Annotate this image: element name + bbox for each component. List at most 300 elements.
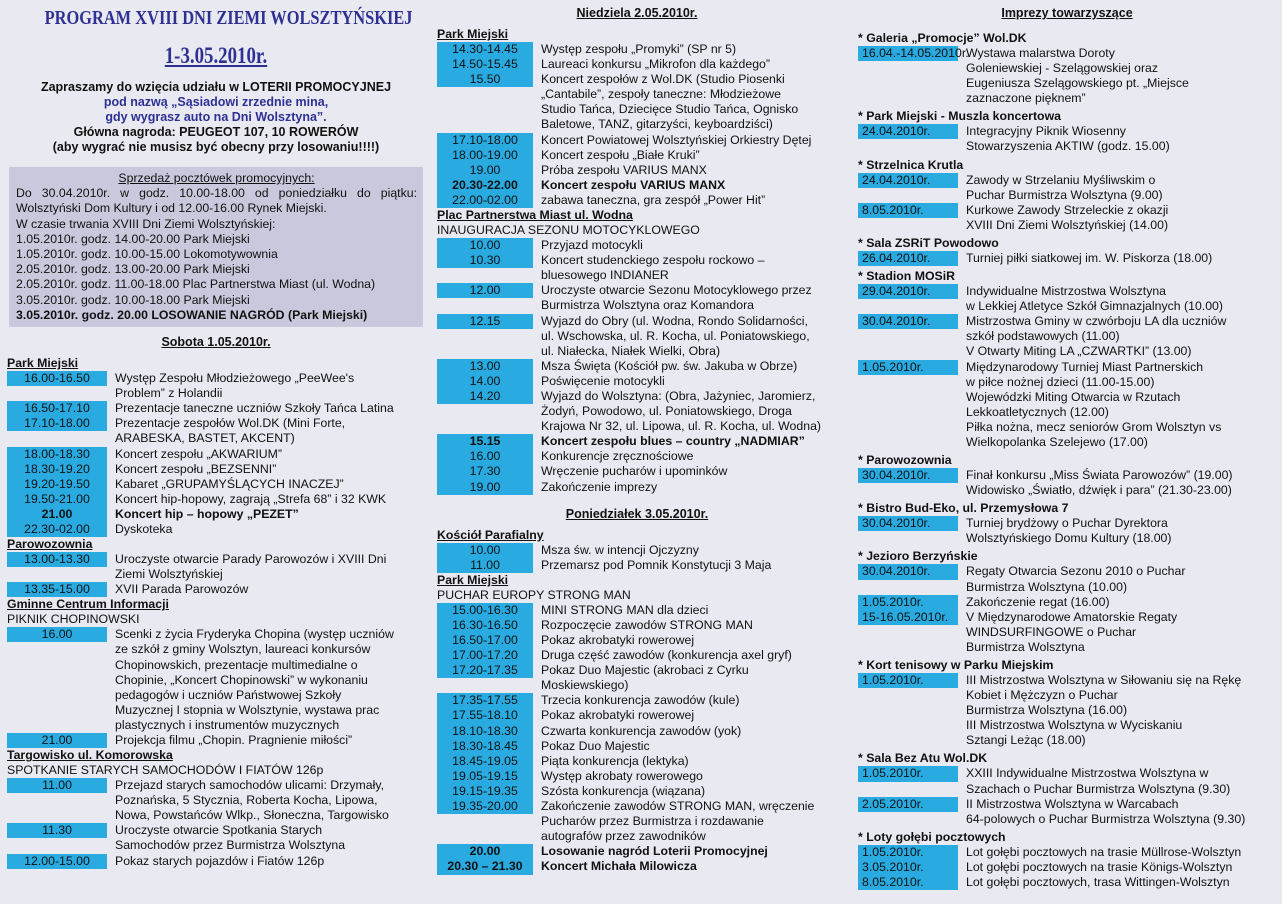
event-description-line: Koncert zespołu „BEZSENNI” [115, 461, 277, 476]
event-description-line: Muzycznej I stopnia w Wolsztynie, wystawa prac [115, 702, 380, 717]
event-description-line: Burmistrza Wolsztyna (10.00) [966, 579, 1128, 594]
event-description [107, 371, 425, 401]
event-description [107, 582, 425, 597]
event-description-line: autografów przez zawodników [541, 829, 706, 844]
event-description-line: Zawody w Strzelaniu Myśliwskim o [966, 172, 1156, 187]
event-description-line: Kurkowe Zawody Strzeleckie z okazji [966, 202, 1169, 217]
event-time: 20.00 [437, 844, 533, 859]
side-events-heading: Imprezy towarzyszące [1001, 6, 1133, 20]
event-description-line: Puchar Burmistrza Wolsztyna (9.00) [966, 187, 1163, 202]
event-description-line: szkół podstawowych (11.00) [966, 329, 1120, 344]
event-row [858, 516, 1276, 546]
event-row [437, 724, 837, 739]
event-description-line: Trzecia konkurencja zawodów (kule) [541, 693, 740, 708]
event-time: 3.05.2010r. [858, 860, 958, 875]
event-time: 30.04.2010r. [858, 468, 958, 483]
event-row [858, 875, 1276, 890]
event-description-line: Lot gołębi pocztowych, trasa Wittingen-Wolsztyn [966, 875, 1230, 890]
event-time: 13.00-13.30 [7, 552, 107, 567]
event-description-line: Pucharów przez Burmistrza i rozdawanie [541, 814, 764, 829]
event-description-line: Występ Zespołu Młodzieżowego „PeeWee's [115, 371, 355, 386]
event-description [958, 468, 1276, 498]
event-time: 19.50-21.00 [7, 492, 107, 507]
postcard-sale-line: 2.05.2010r. godz. 11.00-18.00 Plac Partnerstwa Miast (ul. Wodna) [16, 277, 376, 292]
event-description-line: ul. Niałecka, Niałek Wielki, Obra) [541, 343, 721, 358]
postcard-sale-line: 3.05.2010r. godz. 10.00-18.00 Park Miejski [16, 292, 250, 307]
event-description-line: Projekcja filmu „Chopin. Pragnienie miłości” [115, 733, 353, 747]
event-description [958, 595, 1276, 610]
event-description-line: Wielkopolanka Szelejewo (17.00) [966, 434, 1148, 449]
event-description-line: WINDSURFINGOWE o Puchar [966, 624, 1137, 639]
event-description-line: Czwarta konkurencja zawodów (yok) [541, 723, 742, 738]
event-description [533, 480, 837, 495]
event-description-line: Przemarsz pod Pomnik Konstytucji 3 Maja [541, 557, 772, 572]
event-row [858, 673, 1276, 748]
event-description-line: Zakończenie imprezy [541, 479, 658, 494]
event-time: 21.00 [7, 733, 107, 748]
event-time: 15.15 [437, 434, 533, 449]
venue-heading: * Galeria „Promocje” Wol.DK [858, 31, 1027, 45]
event-time: 12.00 [437, 283, 533, 298]
event-row [7, 627, 425, 733]
postcard-sale-line: 3.05.2010r. godz. 20.00 LOSOWANIE NAGRÓD (Park Miejski) [16, 307, 368, 322]
event-description [533, 784, 837, 799]
event-description-line: Mistrzostwa Gminy w czwórboju LA dla uczniów [966, 314, 1227, 329]
event-time: 17.35-17.55 [437, 693, 533, 708]
event-description-line: Burmistrza Wolsztyna (16.00) [966, 703, 1128, 718]
event-time: 15.00-16.30 [437, 603, 533, 618]
event-time: 18.10-18.30 [437, 724, 533, 739]
event-row [437, 799, 837, 844]
event-time: 18.30-19.20 [7, 462, 107, 477]
venue-heading: * Kort tenisowy w Parku Miejskim [858, 658, 1054, 672]
event-description-line: XVIII Dni Ziemi Wolsztyńskiej (14.00) [966, 217, 1169, 232]
event-description-line: Zakończenie zawodów STRONG MAN, wręczenie [541, 799, 815, 814]
event-row [858, 468, 1276, 498]
event-description-line: Msza św. w intencji Ojczyzny [541, 542, 699, 557]
event-description-line: Lekkoatletycznych (12.00) [966, 404, 1109, 419]
event-description [533, 663, 837, 693]
event-row [858, 284, 1276, 314]
event-row [437, 844, 837, 859]
event-description-line: Burmistrza Wolsztyna [966, 639, 1085, 654]
event-time: 22.30-02.00 [7, 522, 107, 537]
event-row [437, 193, 837, 208]
event-time: 8.05.2010r. [858, 203, 958, 218]
event-description [533, 148, 837, 163]
event-time: 19.20-19.50 [7, 477, 107, 492]
event-time: 16.00-16.50 [7, 371, 107, 386]
venue-heading: Parowozownia [7, 537, 93, 552]
page-title: PROGRAM XVIII DNI ZIEMI WOLSZTYŃSKIEJ [44, 7, 413, 29]
event-description-line: XXIII Indywidualne Mistrzostwa Wolsztyna w [966, 766, 1209, 781]
event-description-line: Krajowa Nr 32, ul. Lipowa, ul. R. Kocha, ul. Wodna) [541, 419, 822, 434]
venue-subheading: PIKNIK CHOPINOWSKI [7, 612, 140, 627]
event-row [858, 314, 1276, 359]
event-description-line: „Cantabile”, zespoły taneczne: Młodzieżowe [541, 87, 781, 102]
event-time: 20.30 – 21.30 [437, 859, 533, 874]
event-row [437, 769, 837, 784]
event-time: 1.05.2010r. [858, 845, 958, 860]
event-row [7, 477, 425, 492]
event-description-line: Uroczyste otwarcie Sezonu Motocyklowego przez [541, 283, 812, 298]
event-time: 13.00 [437, 359, 533, 374]
event-description-line: Pokaz akrobatyki rowerowej [541, 708, 695, 723]
event-description-line: Indywidualne Mistrzostwa Wolsztyna [966, 284, 1167, 299]
event-description-line: II Mistrzostwa Wolsztyna w Warcabach [966, 796, 1179, 811]
event-description-line: Uroczyste otwarcie Parady Parowozów i XVIII Dni [115, 552, 387, 567]
event-description-line: Występ akrobaty rowerowego [541, 768, 703, 783]
event-description-line: Wojewódzki Miting Otwarcia w Rzutach [966, 389, 1181, 404]
event-description [107, 401, 425, 416]
page-dates: 1-3.05.2010r. [164, 43, 268, 68]
event-description-line: Koncert hip – hopowy „PEZET” [115, 506, 299, 521]
event-row [858, 173, 1276, 203]
event-description-line: w piłce nożnej dzieci (11.00-15.00) [966, 374, 1155, 389]
event-row [7, 733, 425, 748]
event-description [533, 724, 837, 739]
event-description-line: Integracyjny Piknik Wiosenny [966, 124, 1126, 139]
event-time: 14.20 [437, 389, 533, 404]
column-sunday-monday [437, 6, 837, 875]
event-description [958, 203, 1276, 233]
event-row [437, 449, 837, 464]
event-description-line: Szósta konkurencja (wiązana) [541, 783, 706, 798]
day-heading-sunday: Niedziela 2.05.2010r. [576, 6, 698, 20]
event-description [533, 739, 837, 754]
event-time: 17.00-17.20 [437, 648, 533, 663]
event-description-line: ARABESKA, BASTET, AKCENT) [115, 431, 295, 446]
event-time: 12.00-15.00 [7, 854, 107, 869]
event-row [7, 522, 425, 537]
event-description [107, 552, 425, 582]
event-row [437, 558, 837, 573]
day-heading-saturday: Sobota 1.05.2010r. [161, 335, 271, 350]
event-description-line: w Lekkiej Atletyce Szkół Gimnazjalnych (10.00) [966, 299, 1223, 314]
event-description [958, 516, 1276, 546]
event-description-line: Zakończenie regat (16.00) [966, 594, 1110, 609]
postcard-sale-line: 2.05.2010r. godz. 13.00-20.00 Park Miejski [16, 262, 250, 277]
venue-heading: Park Miejski [7, 356, 79, 371]
event-description-line: Samochodów przez Burmistrza Wolsztyna [115, 838, 346, 853]
event-row [437, 314, 837, 359]
event-description [533, 193, 837, 208]
event-row [437, 238, 837, 253]
event-description [107, 733, 425, 748]
event-description [533, 314, 837, 359]
event-description-line: Prezentacje taneczne uczniów Szkoły Tańca Latina [115, 401, 394, 416]
event-time: 18.45-19.05 [437, 754, 533, 769]
event-description-line: Eugeniusza Szelągowskiego pt. „Miejsce [966, 76, 1189, 91]
event-description-line: pedagogów i uczniów Państwowej Szkoły [115, 687, 342, 702]
event-row [858, 360, 1276, 451]
event-time: 14.00 [437, 374, 533, 389]
event-time: 21.00 [7, 507, 107, 522]
event-description-line: Uroczyste otwarcie Spotkania Starych [115, 823, 323, 838]
event-description [533, 708, 837, 723]
event-description-line: Regaty Otwarcia Sezonu 2010 o Puchar [966, 564, 1186, 579]
event-description-line: Widowisko „Światło, dźwięk i para” (21.30-23.00) [966, 483, 1232, 498]
event-time: 1.05.2010r. [858, 766, 958, 781]
event-description [533, 558, 837, 573]
event-row [437, 663, 837, 693]
event-row [437, 784, 837, 799]
event-time: 16.00 [437, 449, 533, 464]
event-time: 17.30 [437, 464, 533, 479]
event-description [533, 72, 837, 132]
postcard-sale-box [9, 167, 423, 327]
event-time: 14.30-14.45 [437, 42, 533, 57]
event-description [958, 860, 1276, 875]
day-heading-monday: Poniedziałek 3.05.2010r. [565, 506, 709, 521]
event-description-line: Koncert zespołów z Wol.DK (Studio Piosenki [541, 72, 785, 87]
postcard-sale-line: 1.05.2010r. godz. 10.00-15.00 Lokomotywownia [16, 247, 278, 262]
venue-heading: Park Miejski [437, 572, 509, 587]
event-row [7, 582, 425, 597]
event-description-line: Sztangi Leżąc (18.00) [966, 733, 1086, 748]
event-time: 19.15-19.35 [437, 784, 533, 799]
event-description-line: Koncert Powiatowej Wolsztyńskiej Orkiestry Dętej [541, 132, 812, 147]
event-description [107, 492, 425, 507]
venue-heading: * Bistro Bud-Eko, ul. Przemysłowa 7 [858, 501, 1069, 516]
event-row [858, 203, 1276, 233]
event-description-line: zaznaczone pięknem” [966, 91, 1086, 106]
event-description-line: ul. Wschowska, ul. R. Kocha, ul. Poniatowskiego, [541, 328, 810, 343]
event-row [858, 46, 1276, 106]
event-row [437, 618, 837, 633]
event-row [437, 693, 837, 708]
promo-line: gdy wygrasz auto na Dni Wolsztyna”. [105, 110, 327, 124]
event-description [533, 449, 837, 464]
event-row [437, 754, 837, 769]
event-description-line: Poznańska, 5 Stycznia, Roberta Kocha, Lipowa, [115, 793, 378, 808]
venue-heading: * Loty gołębi pocztowych [858, 829, 1006, 844]
promo-line: (aby wygrać nie musisz być obecny przy losowaniu!!!!) [52, 140, 380, 154]
event-description [533, 283, 837, 313]
event-description-line: Laureaci konkursu „Mikrofon dla każdego” [541, 57, 770, 72]
event-description [958, 610, 1276, 655]
event-description-line: Koncert hip-hopowy, zagrają „Strefa 68” i 32 KWK [115, 491, 387, 506]
event-time: 11.00 [437, 558, 533, 573]
event-time: 10.00 [437, 543, 533, 558]
venue-heading: * Jezioro Berzyńskie [858, 549, 978, 564]
event-time: 1.05.2010r. [858, 360, 958, 375]
event-description [533, 693, 837, 708]
event-description-line: Pokaz Duo Majestic [541, 738, 650, 753]
event-description-line: Koncert zespołu „Białe Kruki” [541, 147, 700, 162]
event-time: 13.35-15.00 [7, 582, 107, 597]
event-time: 14.50-15.45 [437, 57, 533, 72]
event-description-line: 64-polowych o Puchar Burmistrza Wolsztyna (9.30) [966, 811, 1246, 826]
event-description-line: Koncert Michała Milowicza [541, 859, 697, 874]
event-time: 17.10-18.00 [437, 133, 533, 148]
event-description-line: Lot gołębi pocztowych na trasie Müllrose-Wolsztyn [966, 844, 1242, 859]
venue-subheading: INAUGURACJA SEZONU MOTOCYKLOWEGO [437, 223, 700, 238]
event-description [958, 314, 1276, 359]
event-row [437, 708, 837, 723]
event-time: 10.30 [437, 253, 533, 268]
promo-line: Główna nagroda: PEUGEOT 107, 10 ROWERÓW [73, 125, 359, 139]
lottery-promo [7, 80, 425, 155]
event-description-line: Msza Święta (Kościół pw. św. Jakuba w Obrze) [541, 358, 798, 373]
event-description-line: Goleniewskiej - Szelągowskiej oraz [966, 61, 1159, 76]
event-time: 16.00 [7, 627, 107, 642]
event-row [437, 464, 837, 479]
event-description [958, 564, 1276, 594]
event-description-line: plastycznych i instrumentów muzycznych [115, 717, 340, 732]
event-description-line: Kabaret „GRUPAMYŚLĄCYCH INACZEJ” [115, 476, 344, 491]
event-description-line: Kobiet i Mężczyzn o Puchar [966, 688, 1118, 703]
event-row [437, 178, 837, 193]
venue-heading: * Strzelnica Krutla [858, 157, 964, 172]
column-side-events [858, 6, 1276, 890]
event-row [858, 124, 1276, 154]
event-description [533, 844, 837, 859]
event-row [437, 148, 837, 163]
promo-line: Zapraszamy do wzięcia udziału w LOTERII PROMOCYJNEJ [40, 80, 392, 94]
event-time: 29.04.2010r. [858, 284, 958, 299]
event-description-line: Koncert zespołu VARIUS MANX [541, 177, 726, 192]
event-description [533, 374, 837, 389]
event-description-line: Przyjazd motocykli [541, 238, 643, 253]
event-time: 11.30 [7, 823, 107, 838]
event-description-line: Międzynarodowy Turniej Miast Partnerskich [966, 359, 1204, 374]
event-time: 18.30-18.45 [437, 739, 533, 754]
event-row [437, 480, 837, 495]
event-row [437, 374, 837, 389]
event-description-line: Rozpoczęcie zawodów STRONG MAN [541, 617, 753, 632]
event-time: 17.20-17.35 [437, 663, 533, 678]
event-description-line: XVII Parada Parowozów [115, 582, 249, 597]
event-row [858, 766, 1276, 796]
event-description-line: Turniej piłki siatkowej im. W. Piskorza (18.00) [966, 250, 1213, 265]
event-description-line: Szachach o Puchar Burmistrza Wolsztyna (9.30) [966, 781, 1231, 796]
venue-subheading: PUCHAR EUROPY STRONG MAN [437, 587, 631, 602]
event-description-line: Piąta konkurencja (lektyka) [541, 753, 689, 768]
event-description [958, 875, 1276, 890]
event-description [958, 673, 1276, 748]
venue-heading: Gminne Centrum Informacji [7, 597, 169, 612]
event-description-line: Występ zespołu „Promyki” (SP nr 5) [541, 42, 737, 56]
event-description-line: Wyjazd do Wolsztyna: (Obra, Jażyniec, Jaromierz, [541, 388, 816, 403]
event-description-line: Problem” z Holandii [115, 386, 223, 401]
event-description [533, 633, 837, 648]
event-row [437, 253, 837, 283]
event-description [958, 766, 1276, 796]
event-description-line: Przejazd starych samochodów ulicami: Drzymały, [115, 778, 385, 793]
event-description-line: III Mistrzostwa Wolsztyna w Siłowaniu się na Rękę [966, 673, 1242, 687]
event-row [437, 633, 837, 648]
event-time: 1.05.2010r. [858, 595, 958, 610]
event-description [107, 477, 425, 492]
event-time: 19.35-20.00 [437, 799, 533, 814]
event-row [437, 359, 837, 374]
event-row [7, 492, 425, 507]
event-description [107, 447, 425, 462]
event-description [958, 797, 1276, 827]
event-description-line: Wręczenie pucharów i upominków [541, 464, 728, 479]
event-description [107, 416, 425, 446]
event-description-line: Koncert zespołu blues – country „NADMIAR” [541, 434, 805, 449]
event-description [958, 124, 1276, 154]
event-description [958, 360, 1276, 451]
event-description [533, 238, 837, 253]
event-description-line: Piłka nożna, mecz seniorów Grom Wolsztyn vs [966, 419, 1222, 434]
event-row [858, 595, 1276, 610]
event-description-line: Moskiewskiego) [541, 678, 629, 693]
event-description [533, 389, 837, 434]
event-description [958, 173, 1276, 203]
event-row [858, 610, 1276, 655]
event-row [437, 133, 837, 148]
event-row [7, 416, 425, 446]
venue-heading: Kościół Parafialny [437, 527, 544, 542]
event-description-line: Żodyń, Powodowo, ul. Poniatowskiego, Droga [541, 404, 792, 419]
event-description-line: zabawa taneczna, gra zespół „Power Hit” [541, 192, 766, 207]
event-row [7, 854, 425, 869]
venue-subheading: SPOTKANIE STARYCH SAMOCHODÓW I FIATÓW 126p [7, 763, 324, 778]
column-saturday [7, 6, 425, 869]
event-row [7, 462, 425, 477]
event-description-line: MINI STRONG MAN dla dzieci [541, 602, 709, 617]
event-time: 15-16.05.2010r. [858, 610, 958, 625]
venue-heading: Targowisko ul. Komorowska [7, 748, 173, 763]
event-description-line: Prezentacje zespołów Wol.DK (Mini Forte, [115, 416, 346, 431]
event-time: 8.05.2010r. [858, 875, 958, 890]
event-description-line: Chopinowskich, prezentacje multimedialne o [115, 657, 358, 672]
event-description-line: Turniej brydżowy o Puchar Dyrektora [966, 516, 1168, 531]
event-time: 30.04.2010r. [858, 564, 958, 579]
event-description [533, 133, 837, 148]
event-description-line: V Otwarty Miting LA „CZWARTKI” (13.00) [966, 344, 1192, 359]
event-description-line: Konkurencje zręcznościowe [541, 449, 694, 464]
postcard-sale-heading: Sprzedaż pocztówek promocyjnych: [118, 171, 315, 185]
event-description-line: Poświęcenie motocykli [541, 373, 665, 388]
event-row [7, 507, 425, 522]
event-description [533, 178, 837, 193]
event-description [107, 507, 425, 522]
event-time: 16.04.-14.05.2010r. [858, 46, 958, 61]
venue-heading: * Parowozownia [858, 453, 952, 468]
event-row [437, 603, 837, 618]
event-description [107, 854, 425, 869]
event-description [533, 754, 837, 769]
event-time: 10.00 [437, 238, 533, 253]
event-row [7, 552, 425, 582]
event-row [858, 860, 1276, 875]
event-description-line: Pokaz Duo Majestic (akrobaci z Cyrku [541, 663, 749, 678]
event-row [437, 57, 837, 72]
event-time: 26.04.2010r. [858, 251, 958, 266]
event-row [7, 823, 425, 853]
event-time: 16.50-17.10 [7, 401, 107, 416]
event-time: 16.30-16.50 [437, 618, 533, 633]
event-time: 19.00 [437, 480, 533, 495]
event-description-line: Koncert studenckiego zespołu rockowo – [541, 253, 765, 268]
event-time: 30.04.2010r. [858, 516, 958, 531]
event-description-line: bluesowego INDIANER [541, 268, 669, 283]
postcard-sale-line: Do 30.04.2010r. w godz. 10.00-18.00 od poniedziałku do piątku: [16, 186, 417, 201]
event-description-line: Lot gołębi pocztowych na trasie Königs-Wolsztyn [966, 859, 1233, 874]
event-time: 1.05.2010r. [858, 673, 958, 688]
event-description [533, 603, 837, 618]
event-row [437, 739, 837, 754]
event-description-line: Próba zespołu VARIUS MANX [541, 162, 707, 177]
event-description [533, 799, 837, 844]
event-row [858, 845, 1276, 860]
event-row [437, 283, 837, 313]
event-description [107, 462, 425, 477]
